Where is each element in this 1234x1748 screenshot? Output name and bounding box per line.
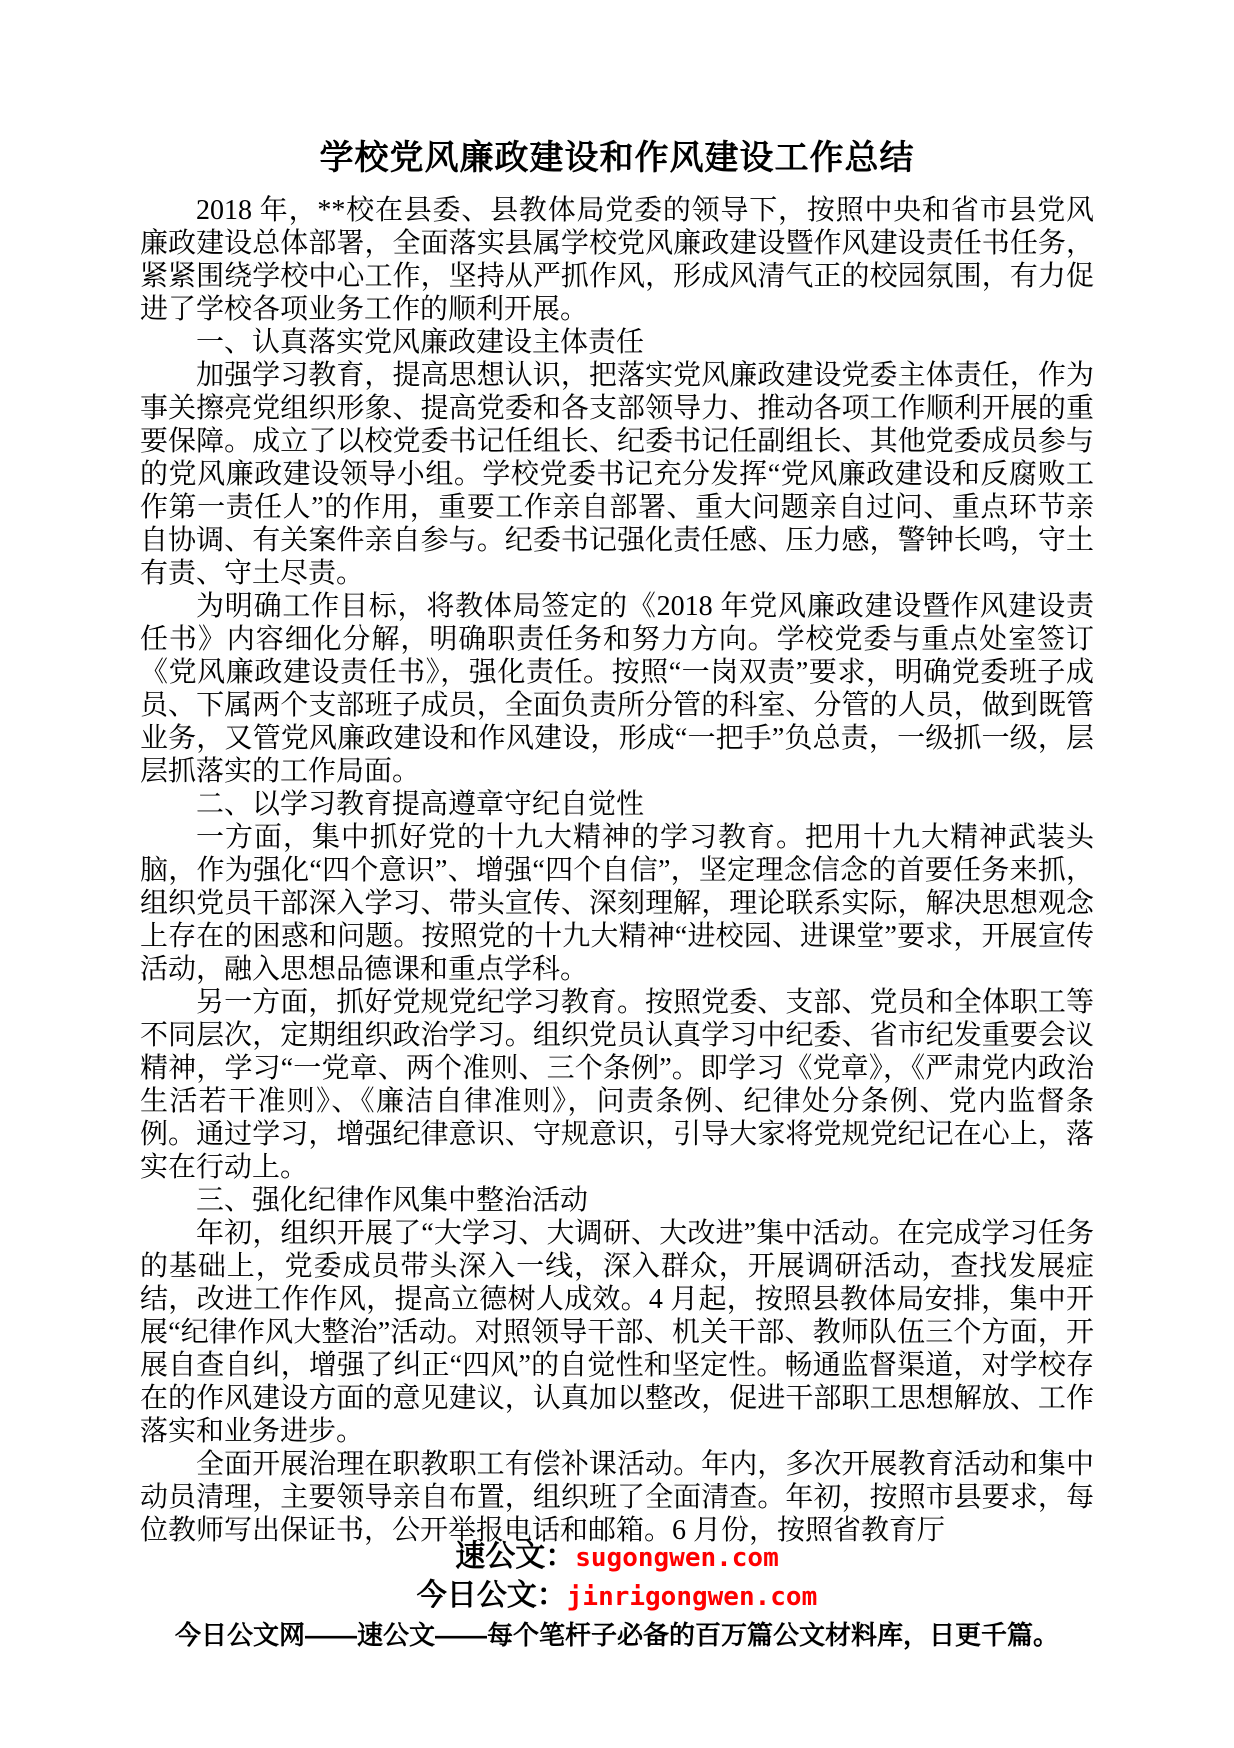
watermark-jinrigongwen-domain: jinrigongwen.com <box>566 1582 818 1612</box>
watermark-sugongwen-label: 速公文： <box>455 1540 576 1573</box>
section-2-heading: 二、以学习教育提高遵章守纪自觉性 <box>196 789 645 820</box>
watermark-footer <box>0 1538 1234 1654</box>
section-2-paragraph-2: 另一方面，抓好党规党纪学习教育。按照党委、支部、党员和全体职工等不同层次，定期组织政治学习。组织党员认真学习中纪委、省市纪发重要会议精神，学习“一党章、两个准则、三个条例”。即学习《党章》，《严肃党内政治生活若干准则》、《廉洁自律准则》，问责条例、纪律处分条例、党内监督条例。通过学习，增强纪律意识、守规意识，引导大家将党规党纪记在心上，落实在行动上。 <box>140 987 1094 1183</box>
watermark-sugongwen-line <box>0 1538 1234 1577</box>
section-3-paragraph-1: 年初，组织开展了“大学习、大调研、大改进”集中活动。在完成学习任务的基础上，党委成员带头深入一线，深入群众，开展调研活动，查找发展症结，改进工作作风，提高立德树人成效。4 月起，按照县教体局安排，集中开展“纪律作风大整治”活动。对照领导干部、机关干部、教师队伍三个方面，开展自查自纠，增强了纠正“四风”的自觉性和坚定性。畅通监督渠道，对学校存在的作风建设方面的意见建议，认真加以整改，促进干部职工思想解放、工作落实和业务进步。 <box>140 1218 1094 1447</box>
intro-paragraph: 2018 年，**校在县委、县教体局党委的领导下，按照中央和省市县党风廉政建设总体部署，全面落实县属学校党风廉政建设暨作风建设责任书任务，紧紧围绕学校中心工作，坚持从严抓作风，形成风清气正的校园氛围，有力促进了学校各项业务工作的顺利开展。 <box>140 195 1094 325</box>
section-3-heading: 三、强化纪律作风集中整治活动 <box>196 1185 589 1216</box>
section-1-paragraph-2: 为明确工作目标，将教体局签定的《2018 年党风廉政建设暨作风建设责任书》内容细化分解，明确职责任务和努力方向。学校党委与重点处室签订《党风廉政建设责任书》，强化责任。按照“一岗双责”要求，明确党委班子成员、下属两个支部班子成员，全面负责所分管的科室、分管的人员，做到既管业务，又管党风廉政建设和作风建设，形成“一把手”负总责，一级抓一级，层层抓落实的工作局面。 <box>140 591 1094 787</box>
section-3-paragraph-2: 全面开展治理在职教职工有偿补课活动。年内，多次开展教育活动和集中动员清理，主要领导亲自布置，组织班了全面清查。年初，按照市县要求，每位教师写出保证书，公开举报电话和邮箱。6 月份，按照省教育厅 <box>140 1449 1094 1546</box>
document-title: 学校党风廉政建设和作风建设工作总结 <box>319 140 915 177</box>
document-body <box>140 194 1094 1547</box>
section-1-heading: 一、认真落实党风廉政建设主体责任 <box>196 327 645 358</box>
watermark-jinrigongwen-label: 今日公文： <box>416 1579 567 1612</box>
section-1-paragraph-1: 加强学习教育，提高思想认识，把落实党风廉政建设党委主体责任，作为事关擦亮党组织形象、提高党委和各支部领导力、推动各项工作顺利开展的重要保障。成立了以校党委书记任组长、纪委书记任副组长、其他党委成员参与的党风廉政建设领导小组。学校党委书记充分发挥“党风廉政建设和反腐败工作第一责任人”的作用，重要工作亲自部署、重大问题亲自过问、重点环节亲自协调、有关案件亲自参与。纪委书记强化责任感、压力感，警钟长鸣，守土有责、守土尽责。 <box>140 360 1094 589</box>
watermark-sugongwen-domain: sugongwen.com <box>575 1543 779 1573</box>
section-2-paragraph-1: 一方面，集中抓好党的十九大精神的学习教育。把用十九大精神武装头脑，作为强化“四个意识”、增强“四个自信”，坚定理念信念的首要任务来抓，组织党员干部深入学习、带头宣传、深刻理解，理论联系实际，解决思想观念上存在的困惑和问题。按照党的十九大精神“进校园、进课堂”要求，开展宣传活动，融入思想品德课和重点学科。 <box>140 822 1094 985</box>
watermark-jinrigongwen-line <box>0 1577 1234 1616</box>
footer-tagline: 今日公文网——速公文——每个笔杆子必备的百万篇公文材料库，日更千篇。 <box>174 1620 1059 1650</box>
